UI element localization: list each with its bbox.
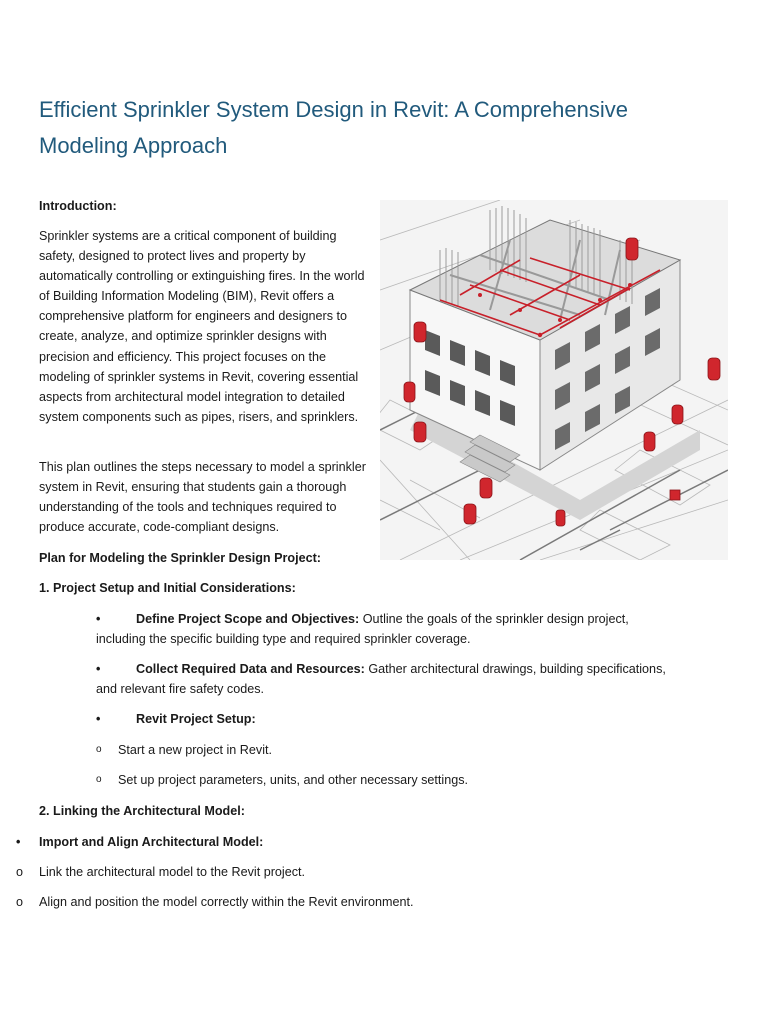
- sub-item: [16, 862, 305, 882]
- section-1-heading: 1. Project Setup and Initial Considerations:: [39, 581, 296, 595]
- sub-item-text: Align and position the model correctly within the Revit environment.: [39, 895, 414, 909]
- sub-marker: o: [16, 895, 24, 909]
- bullet-marker: •: [96, 662, 101, 676]
- sub-item-text: Link the architectural model to the Revit project.: [39, 865, 305, 879]
- sub-marker: o: [16, 865, 24, 879]
- bullet-item-data: [96, 659, 676, 699]
- bullet-item-scope: [96, 609, 676, 649]
- bullet-bold-label: Collect Required Data and Resources:: [136, 662, 365, 676]
- bullet-text: Gather architectural drawings, building specifications, and relevant fire safety codes.: [96, 662, 666, 697]
- sub-item-text: Start a new project in Revit.: [118, 743, 272, 757]
- bullet-marker: •: [16, 835, 21, 849]
- plan-paragraph: This plan outlines the steps necessary to model a sprinkler system in Revit, ensuring that students gain a thorough understanding of the tools and techniques required to produce accurate, code-compliant designs.: [39, 460, 366, 535]
- bullet-marker: •: [96, 712, 101, 726]
- sub-item-text: Set up project parameters, units, and other necessary settings.: [118, 773, 469, 787]
- intro-heading: Introduction:: [39, 199, 117, 213]
- bullet-bold-label: Revit Project Setup:: [136, 712, 256, 726]
- intro-paragraph: Sprinkler systems are a critical component of building safety, designed to protect lives and property by automatically controlling or extinguishing fires. In the world of Building Information Modeling (BIM), Revit offers a comprehensive platform for engineers and designers to create, analyze, and optimize sprinkler designs with precision and efficiency. This project focuses on the modeling of sprinkler systems in Revit, covering essential aspects from architectural model integration to detailed system components such as pipes, risers, and sprinklers.: [39, 229, 365, 424]
- bullet-text: Outline the goals of the sprinkler design project, including the specific building type and required sprinkler coverage.: [96, 612, 629, 647]
- bullet-item-setup: [96, 709, 676, 729]
- bullet-bold-label: Define Project Scope and Objectives:: [136, 612, 360, 626]
- sub-item: [96, 740, 272, 760]
- page-title: Efficient Sprinkler System Design in Revit: A Comprehensive Modeling Approach: [39, 97, 628, 158]
- sub-marker: o: [96, 774, 102, 785]
- bullet-marker: •: [96, 612, 101, 626]
- plan-heading: Plan for Modeling the Sprinkler Design Project:: [39, 551, 322, 565]
- sprinkler-building-illustration: [380, 200, 728, 560]
- sub-item: [16, 892, 414, 912]
- bullet-item-import: [16, 832, 263, 852]
- sub-item: [96, 770, 468, 790]
- section-2-heading: 2. Linking the Architectural Model:: [39, 804, 245, 818]
- bullet-bold-label: Import and Align Architectural Model:: [39, 835, 264, 849]
- sub-marker: o: [96, 744, 102, 755]
